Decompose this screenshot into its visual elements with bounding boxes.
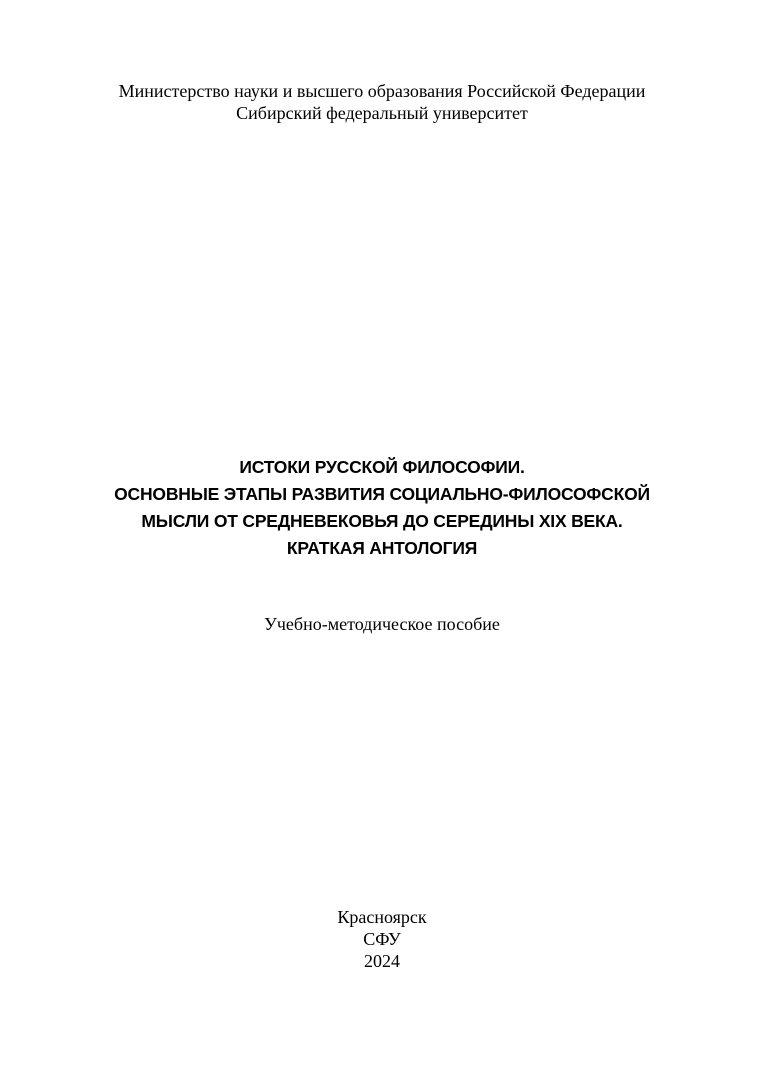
institution-header xyxy=(0,80,764,124)
title-line: ИСТОКИ РУССКОЙ ФИЛОСОФИИ. xyxy=(239,457,525,477)
title-line: ОСНОВНЫЕ ЭТАПЫ РАЗВИТИЯ СОЦИАЛЬНО-ФИЛОСОФСКОЙ xyxy=(114,484,650,504)
publication-year: 2024 xyxy=(364,951,400,971)
publisher-name: СФУ xyxy=(363,929,401,949)
university-name: Сибирский федеральный университет xyxy=(236,103,528,123)
document-type: Учебно-методическое пособие xyxy=(264,614,500,634)
publication-info xyxy=(0,906,764,972)
ministry-name: Министерство науки и высшего образования Российской Федерации xyxy=(118,81,646,101)
publication-city: Красноярск xyxy=(337,907,427,927)
title-line: МЫСЛИ ОТ СРЕДНЕВЕКОВЬЯ ДО СЕРЕДИНЫ XIX ВЕКА. xyxy=(141,511,623,531)
document-title xyxy=(0,454,764,562)
title-line: КРАТКАЯ АНТОЛОГИЯ xyxy=(286,538,478,558)
